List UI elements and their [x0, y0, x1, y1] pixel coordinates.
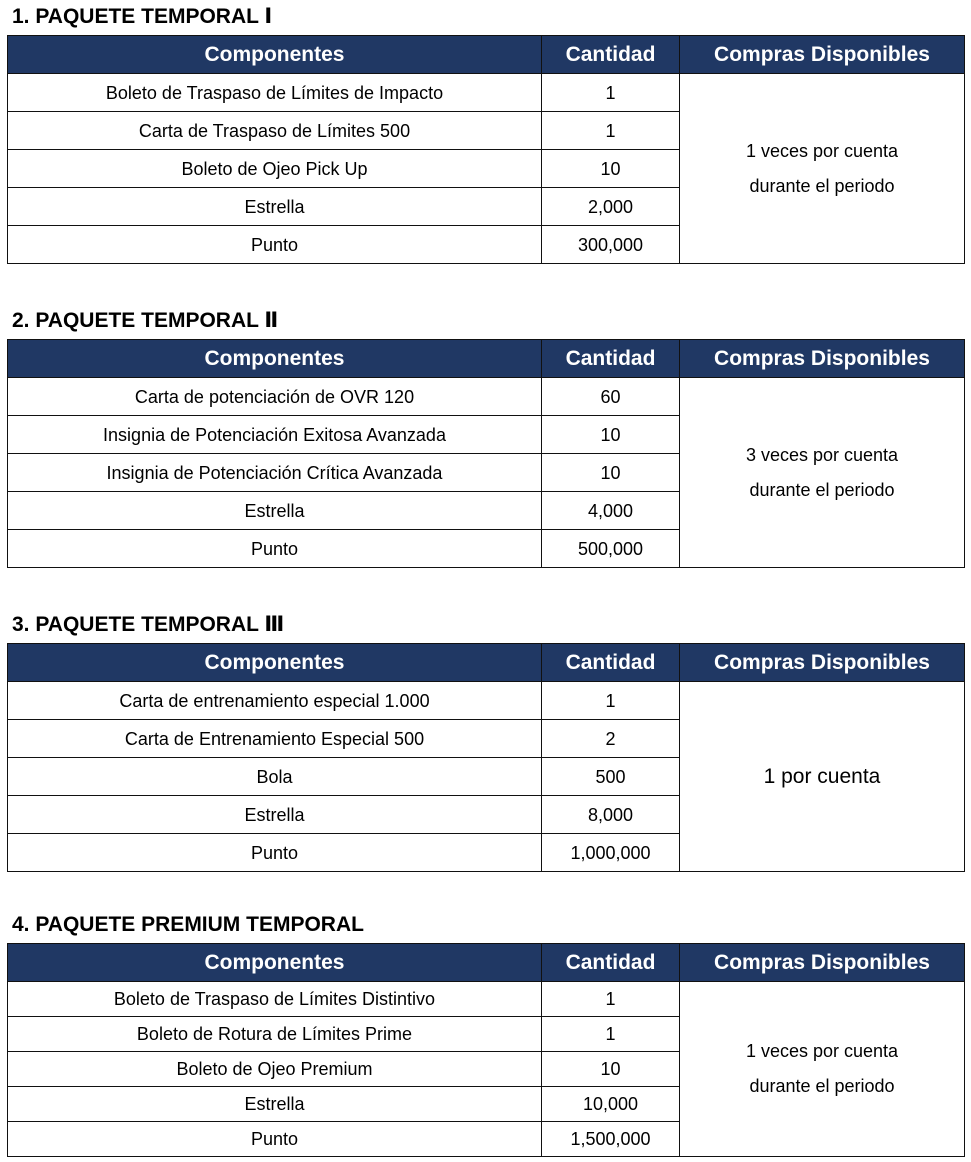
item-quantity: 500,000: [542, 530, 680, 568]
item-name: Estrella: [8, 492, 542, 530]
item-name: Boleto de Ojeo Pick Up: [8, 150, 542, 188]
item-name: Carta de Entrenamiento Especial 500: [8, 720, 542, 758]
package-2-title: 2. PAQUETE TEMPORAL Ⅱ: [12, 309, 279, 332]
item-quantity: 2,000: [542, 188, 680, 226]
item-quantity: 1: [542, 112, 680, 150]
item-name: Carta de entrenamiento especial 1.000: [8, 682, 542, 720]
item-name: Estrella: [8, 1087, 542, 1122]
item-quantity: 1: [542, 682, 680, 720]
package-1-title: 1. PAQUETE TEMPORAL Ⅰ: [12, 5, 273, 28]
item-quantity: 300,000: [542, 226, 680, 264]
table-row: [8, 74, 965, 112]
item-quantity: 500: [542, 758, 680, 796]
item-name: Punto: [8, 530, 542, 568]
header-purchases: Compras Disponibles: [680, 36, 965, 74]
header-purchases: Compras Disponibles: [680, 644, 965, 682]
purchase-limit: [680, 378, 965, 568]
purchase-limit: [680, 982, 965, 1157]
item-name: Insignia de Potenciación Crítica Avanzada: [8, 454, 542, 492]
table-header-row: [8, 340, 965, 378]
item-name: Bola: [8, 758, 542, 796]
purchase-limit-line: 1 veces por cuenta: [745, 140, 899, 161]
item-quantity: 10,000: [542, 1087, 680, 1122]
item-quantity: 1: [542, 74, 680, 112]
header-components: Componentes: [8, 340, 542, 378]
item-name: Punto: [8, 834, 542, 872]
item-name: Carta de Traspaso de Límites 500: [8, 112, 542, 150]
header-purchases: Compras Disponibles: [680, 944, 965, 982]
purchase-limit-line: durante el periodo: [749, 175, 895, 196]
item-quantity: 10: [542, 150, 680, 188]
item-quantity: 10: [542, 454, 680, 492]
item-name: Boleto de Traspaso de Límites de Impacto: [8, 74, 542, 112]
header-quantity: Cantidad: [542, 644, 680, 682]
package-4-table: [7, 943, 965, 1157]
item-quantity: 60: [542, 378, 680, 416]
item-quantity: 8,000: [542, 796, 680, 834]
item-name: Boleto de Traspaso de Límites Distintivo: [8, 982, 542, 1017]
item-quantity: 4,000: [542, 492, 680, 530]
table-header-row: [8, 944, 965, 982]
package-3-title: 3. PAQUETE TEMPORAL Ⅲ: [12, 613, 285, 636]
purchase-limit: [680, 74, 965, 264]
purchase-limit-line: 1 veces por cuenta: [745, 1041, 899, 1061]
header-components: Componentes: [8, 644, 542, 682]
item-name: Carta de potenciación de OVR 120: [8, 378, 542, 416]
package-1-table: [7, 35, 965, 264]
package-2-table: [7, 339, 965, 568]
item-name: Punto: [8, 226, 542, 264]
item-quantity: 1,000,000: [542, 834, 680, 872]
header-components: Componentes: [8, 944, 542, 982]
header-quantity: Cantidad: [542, 944, 680, 982]
item-name: Estrella: [8, 188, 542, 226]
table-header-row: [8, 644, 965, 682]
item-quantity: 10: [542, 1052, 680, 1087]
table-row: [8, 378, 965, 416]
table-row: [8, 982, 965, 1017]
purchase-limit-line: 1 por cuenta: [763, 765, 881, 788]
item-name: Boleto de Rotura de Límites Prime: [8, 1017, 542, 1052]
header-quantity: Cantidad: [542, 36, 680, 74]
item-name: Punto: [8, 1122, 542, 1157]
header-quantity: Cantidad: [542, 340, 680, 378]
item-quantity: 2: [542, 720, 680, 758]
item-quantity: 1: [542, 1017, 680, 1052]
purchase-limit: [680, 682, 965, 872]
purchase-limit-line: 3 veces por cuenta: [745, 444, 899, 465]
table-row: [8, 682, 965, 720]
purchase-limit-line: durante el periodo: [749, 479, 895, 500]
item-quantity: 1,500,000: [542, 1122, 680, 1157]
package-3-table: [7, 643, 965, 872]
item-quantity: 10: [542, 416, 680, 454]
item-name: Insignia de Potenciación Exitosa Avanzada: [8, 416, 542, 454]
item-quantity: 1: [542, 982, 680, 1017]
purchase-limit-line: durante el periodo: [749, 1076, 895, 1096]
header-components: Componentes: [8, 36, 542, 74]
header-purchases: Compras Disponibles: [680, 340, 965, 378]
item-name: Boleto de Ojeo Premium: [8, 1052, 542, 1087]
package-4-title: 4. PAQUETE PREMIUM TEMPORAL: [12, 913, 364, 936]
item-name: Estrella: [8, 796, 542, 834]
table-header-row: [8, 36, 965, 74]
